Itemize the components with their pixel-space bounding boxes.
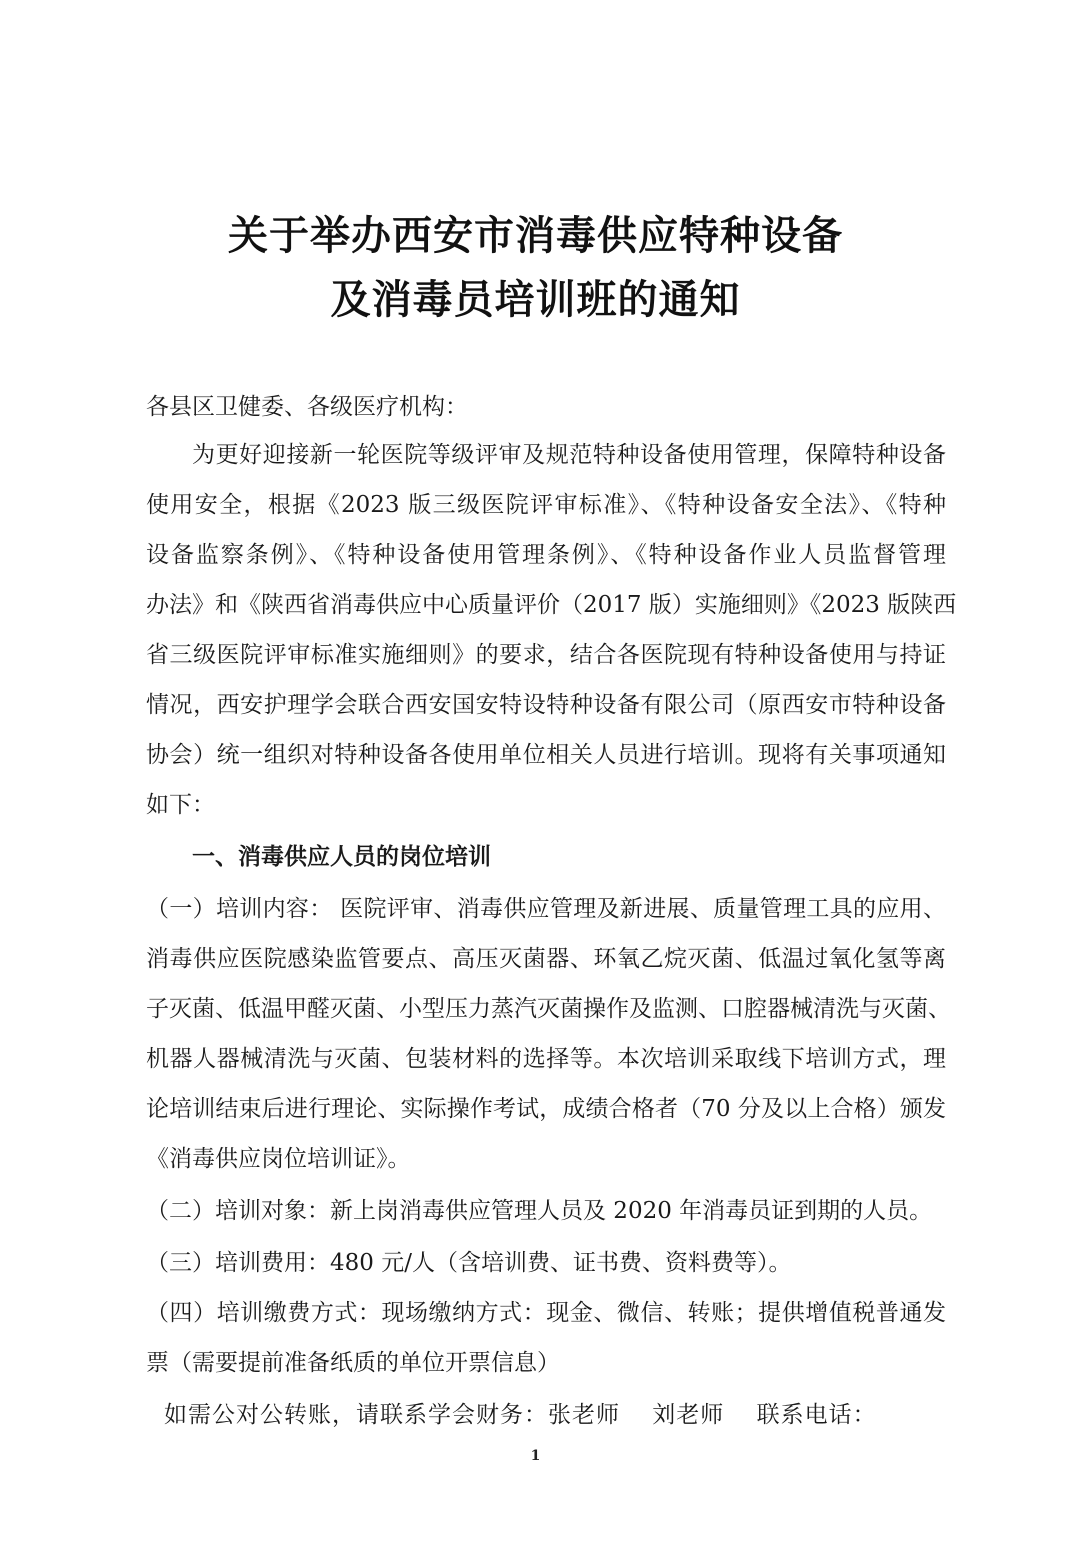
intro-paragraph-line: 设备监察条例》、《特种设备使用管理条例》、《特种设备作业人员监督管理 [146,542,946,568]
document-title-line-2: 及消毒员培训班的通知 [330,277,741,323]
training-content-line: （一）培训内容： 医院评审、消毒供应管理及新进展、质量管理工具的应用、 [146,896,946,922]
intro-paragraph-line: 情况，西安护理学会联合西安国安特设特种设备有限公司（原西安市特种设备 [146,692,946,718]
training-content-line: 论培训结束后进行理论、实际操作考试，成绩合格者（70 分及以上合格）颁发 [146,1096,946,1122]
intro-paragraph-line: 如下： [146,792,215,818]
intro-paragraph-line: 协会）统一组织对特种设备各使用单位相关人员进行培训。现将有关事项通知 [146,742,946,768]
contact-line: 如需公对公转账，请联系学会财务：张老师 刘老师 联系电话： [164,1402,877,1428]
intro-paragraph-line: 为更好迎接新一轮医院等级评审及规范特种设备使用管理，保障特种设备 [192,442,946,468]
training-content-line: 机器人器械清洗与灭菌、包装材料的选择等。本次培训采取线下培训方式，理 [146,1046,946,1072]
document-title-line-1: 关于举办西安市消毒供应特种设备 [228,213,843,259]
section-heading: 一、消毒供应人员的岗位培训 [192,844,491,870]
salutation: 各县区卫健委、各级医疗机构： [146,394,468,420]
payment-method-line: （四）培训缴费方式：现场缴纳方式：现金、微信、转账；提供增值税普通发 [146,1300,946,1326]
training-target-line: （二）培训对象：新上岗消毒供应管理人员及 2020 年消毒员证到期的人员。 [146,1198,933,1224]
page-number: 1 [530,1448,541,1464]
training-fee-line: （三）培训费用：480 元/人（含培训费、证书费、资料费等）。 [146,1250,792,1276]
training-content-line: 子灭菌、低温甲醛灭菌、小型压力蒸汽灭菌操作及监测、口腔器械清洗与灭菌、 [146,996,951,1022]
payment-method-line: 票（需要提前准备纸质的单位开票信息） [146,1350,560,1376]
intro-paragraph-line: 使用安全，根据《2023 版三级医院评审标准》、《特种设备安全法》、《特种 [146,492,946,518]
training-content-line: 《消毒供应岗位培训证》。 [146,1146,411,1172]
training-content-line: 消毒供应医院感染监管要点、高压灭菌器、环氧乙烷灭菌、低温过氧化氢等离 [146,946,946,972]
intro-paragraph-line: 办法》和《陕西省消毒供应中心质量评价（2017 版）实施细则》《2023 版陕西 [146,592,957,618]
intro-paragraph-line: 省三级医院评审标准实施细则》的要求，结合各医院现有特种设备使用与持证 [146,642,946,668]
